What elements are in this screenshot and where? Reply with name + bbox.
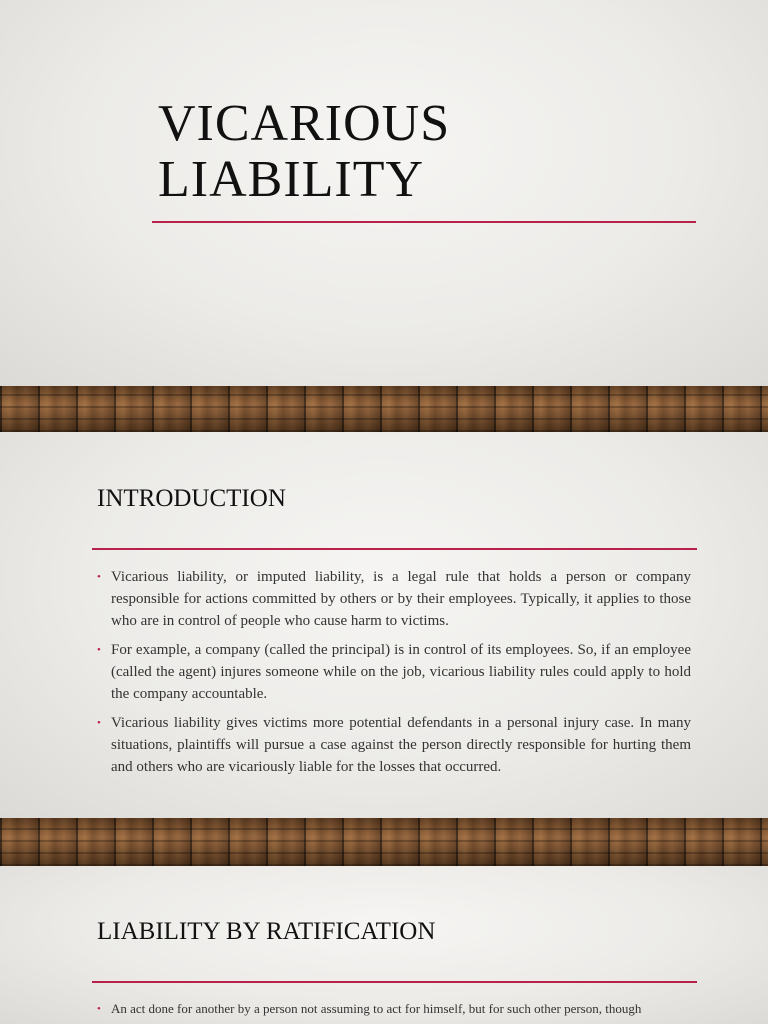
bullet-icon: • <box>97 717 101 729</box>
bullet-icon: • <box>97 644 101 656</box>
introduction-heading: INTRODUCTION <box>97 485 286 512</box>
bullet-text: Vicarious liability gives victims more potential defendants in a personal injury case. In many situations, plaintiffs will pursue a case against the person directly responsible for hurting them and others who are vicariously liable for the losses that occurred. <box>111 715 691 775</box>
list-item <box>97 639 691 705</box>
bullet-text: For example, a company (called the principal) is in control of its employees. So, if an employee (called the agent) injures someone while on the job, vicarious liability rules could apply to hold the company accountable. <box>111 642 691 702</box>
ratification-bullet-list <box>97 998 691 1024</box>
wood-floor-divider <box>0 386 768 432</box>
introduction-bullet-list <box>97 566 691 785</box>
title-slide <box>0 0 768 386</box>
wood-floor-divider <box>0 818 768 866</box>
bullet-icon: • <box>97 1003 101 1015</box>
list-item <box>97 566 691 632</box>
list-item <box>97 998 691 1020</box>
introduction-slide <box>0 432 768 818</box>
title-line-1: VICARIOUS <box>158 95 451 152</box>
list-item <box>97 712 691 778</box>
ratification-heading: LIABILITY BY RATIFICATION <box>97 918 436 945</box>
bullet-text: An act done for another by a person not assuming to act for himself, but for such other person, though <box>111 1001 642 1016</box>
title-underline <box>152 221 696 223</box>
introduction-underline <box>92 548 697 550</box>
bullet-icon: • <box>97 571 101 583</box>
ratification-slide <box>0 866 768 1024</box>
ratification-underline <box>92 981 697 983</box>
title-line-2: LIABILITY <box>158 151 425 208</box>
bullet-text: Vicarious liability, or imputed liability, is a legal rule that holds a person or company responsible for actions committed by others or by their employees. Typically, it applies to those who are in control of people who cause harm to victims. <box>111 569 691 629</box>
slide-title <box>158 96 450 208</box>
